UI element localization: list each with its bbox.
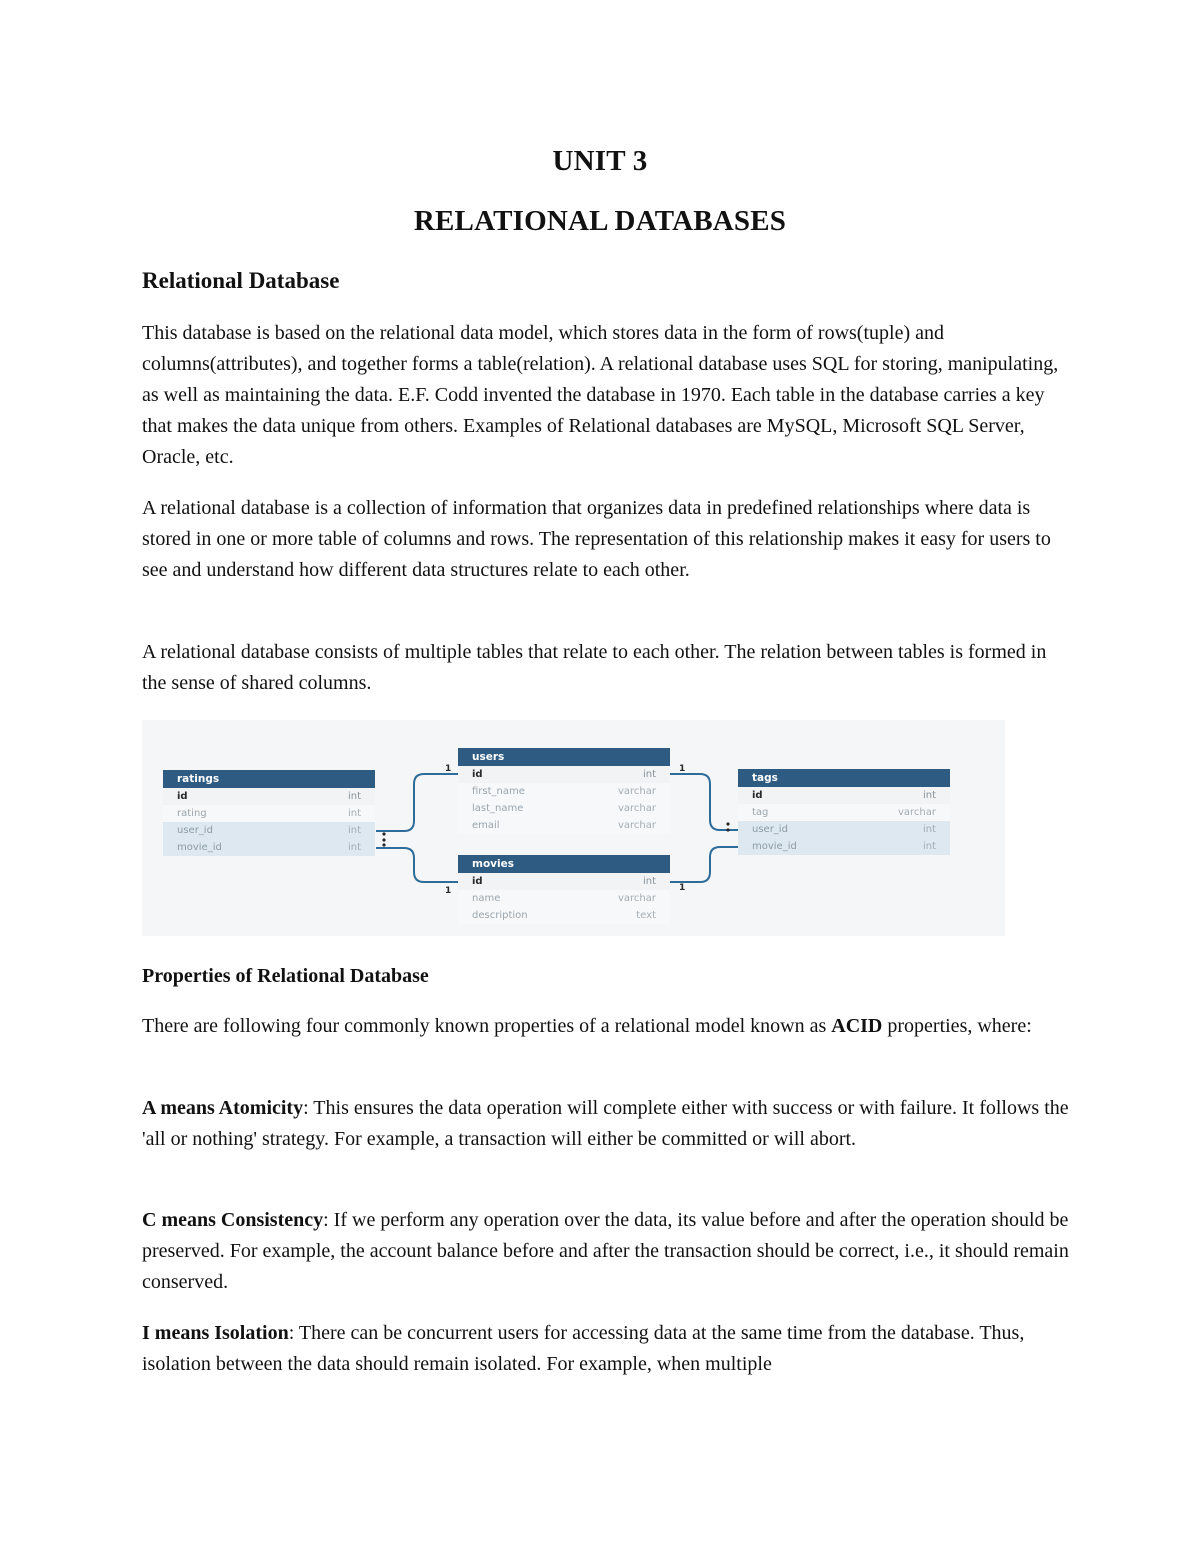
term-atomicity: A means Atomicity — [142, 1097, 304, 1119]
paragraph-definition: This database is based on the relational data model, which stores data in the form of rows(tuple) and columns(attributes), and together forms a table(relation). A relational database uses SQL for storing, manipulating, as well as maintaining the data. E.F. Codd invented the database in 1970. Each table in the database carries a key that makes the data unique from others. Examples of Relational databases are MySQL, Microsoft SQL Server, Oracle, etc. — [142, 322, 1059, 468]
table-row: id int — [458, 766, 670, 783]
link-users-tags — [670, 774, 738, 830]
table-row: email varchar — [458, 817, 670, 834]
table-row: id int — [163, 788, 375, 805]
table-row: rating int — [163, 805, 375, 822]
unit-heading: UNIT 3 — [552, 145, 648, 177]
table-row: user_id int — [163, 822, 375, 839]
table-header: movies — [458, 855, 670, 873]
table-ratings — [163, 770, 375, 856]
table-header: ratings — [163, 770, 375, 788]
term-isolation: I means Isolation — [142, 1322, 289, 1344]
table-row: id int — [458, 873, 670, 890]
cardinality-label: 1 — [679, 764, 686, 774]
section-heading-properties: Properties of Relational Database — [142, 965, 429, 987]
table-header: tags — [738, 769, 950, 787]
er-diagram — [142, 720, 1005, 936]
paragraph-collection: A relational database is a collection of information that organizes data in predefined relationships where data is stored in one or more table of columns and rows. The representation of this relationship makes it easy for users to see and understand how different data structures relate to each other. — [142, 497, 1051, 581]
table-row: movie_id int — [738, 838, 950, 855]
table-row: last_name varchar — [458, 800, 670, 817]
paragraph-isolation: I means Isolation: There can be concurrent users for accessing data at the same time from the database. Thus, isolation between the data should remain isolated. For example, when multiple — [142, 1322, 1025, 1375]
table-movies — [458, 855, 670, 924]
link-movies-tags — [670, 847, 738, 882]
term-consistency: C means Consistency — [142, 1209, 324, 1231]
table-tags — [738, 769, 950, 855]
paragraph-consistency: C means Consistency: If we perform any operation over the data, its value before and after the operation should be preserved. For example, the account balance before and after the transaction should be correct, i.e., it should remain conserved. — [142, 1209, 1069, 1293]
cardinality-label: 1 — [445, 886, 452, 896]
table-row: description text — [458, 907, 670, 924]
cardinality-label: 1 — [679, 883, 686, 893]
paragraph-acid-intro: There are following four commonly known properties of a relational model known as ACID properties, where: — [142, 1015, 1032, 1037]
paragraph-atomicity: A means Atomicity: This ensures the data operation will complete either with success or with failure. It follows the 'all or nothing' strategy. For example, a transaction will either be committed or will abort. — [142, 1097, 1069, 1150]
cardinality-label: 1 — [445, 764, 452, 774]
table-row: tag varchar — [738, 804, 950, 821]
table-row: user_id int — [738, 821, 950, 838]
link-ratings-users — [376, 774, 458, 831]
table-row: id int — [738, 787, 950, 804]
table-users — [458, 748, 670, 834]
table-row: movie_id int — [163, 839, 375, 856]
table-row: name varchar — [458, 890, 670, 907]
table-header: users — [458, 748, 670, 766]
section-heading-relational-database: Relational Database — [142, 268, 340, 293]
table-row: first_name varchar — [458, 783, 670, 800]
page-title: RELATIONAL DATABASES — [413, 205, 787, 237]
paragraph-multiple-tables: A relational database consists of multiple tables that relate to each other. The relation between tables is formed in the sense of shared columns. — [142, 641, 1047, 694]
link-ratings-movies — [376, 848, 458, 882]
